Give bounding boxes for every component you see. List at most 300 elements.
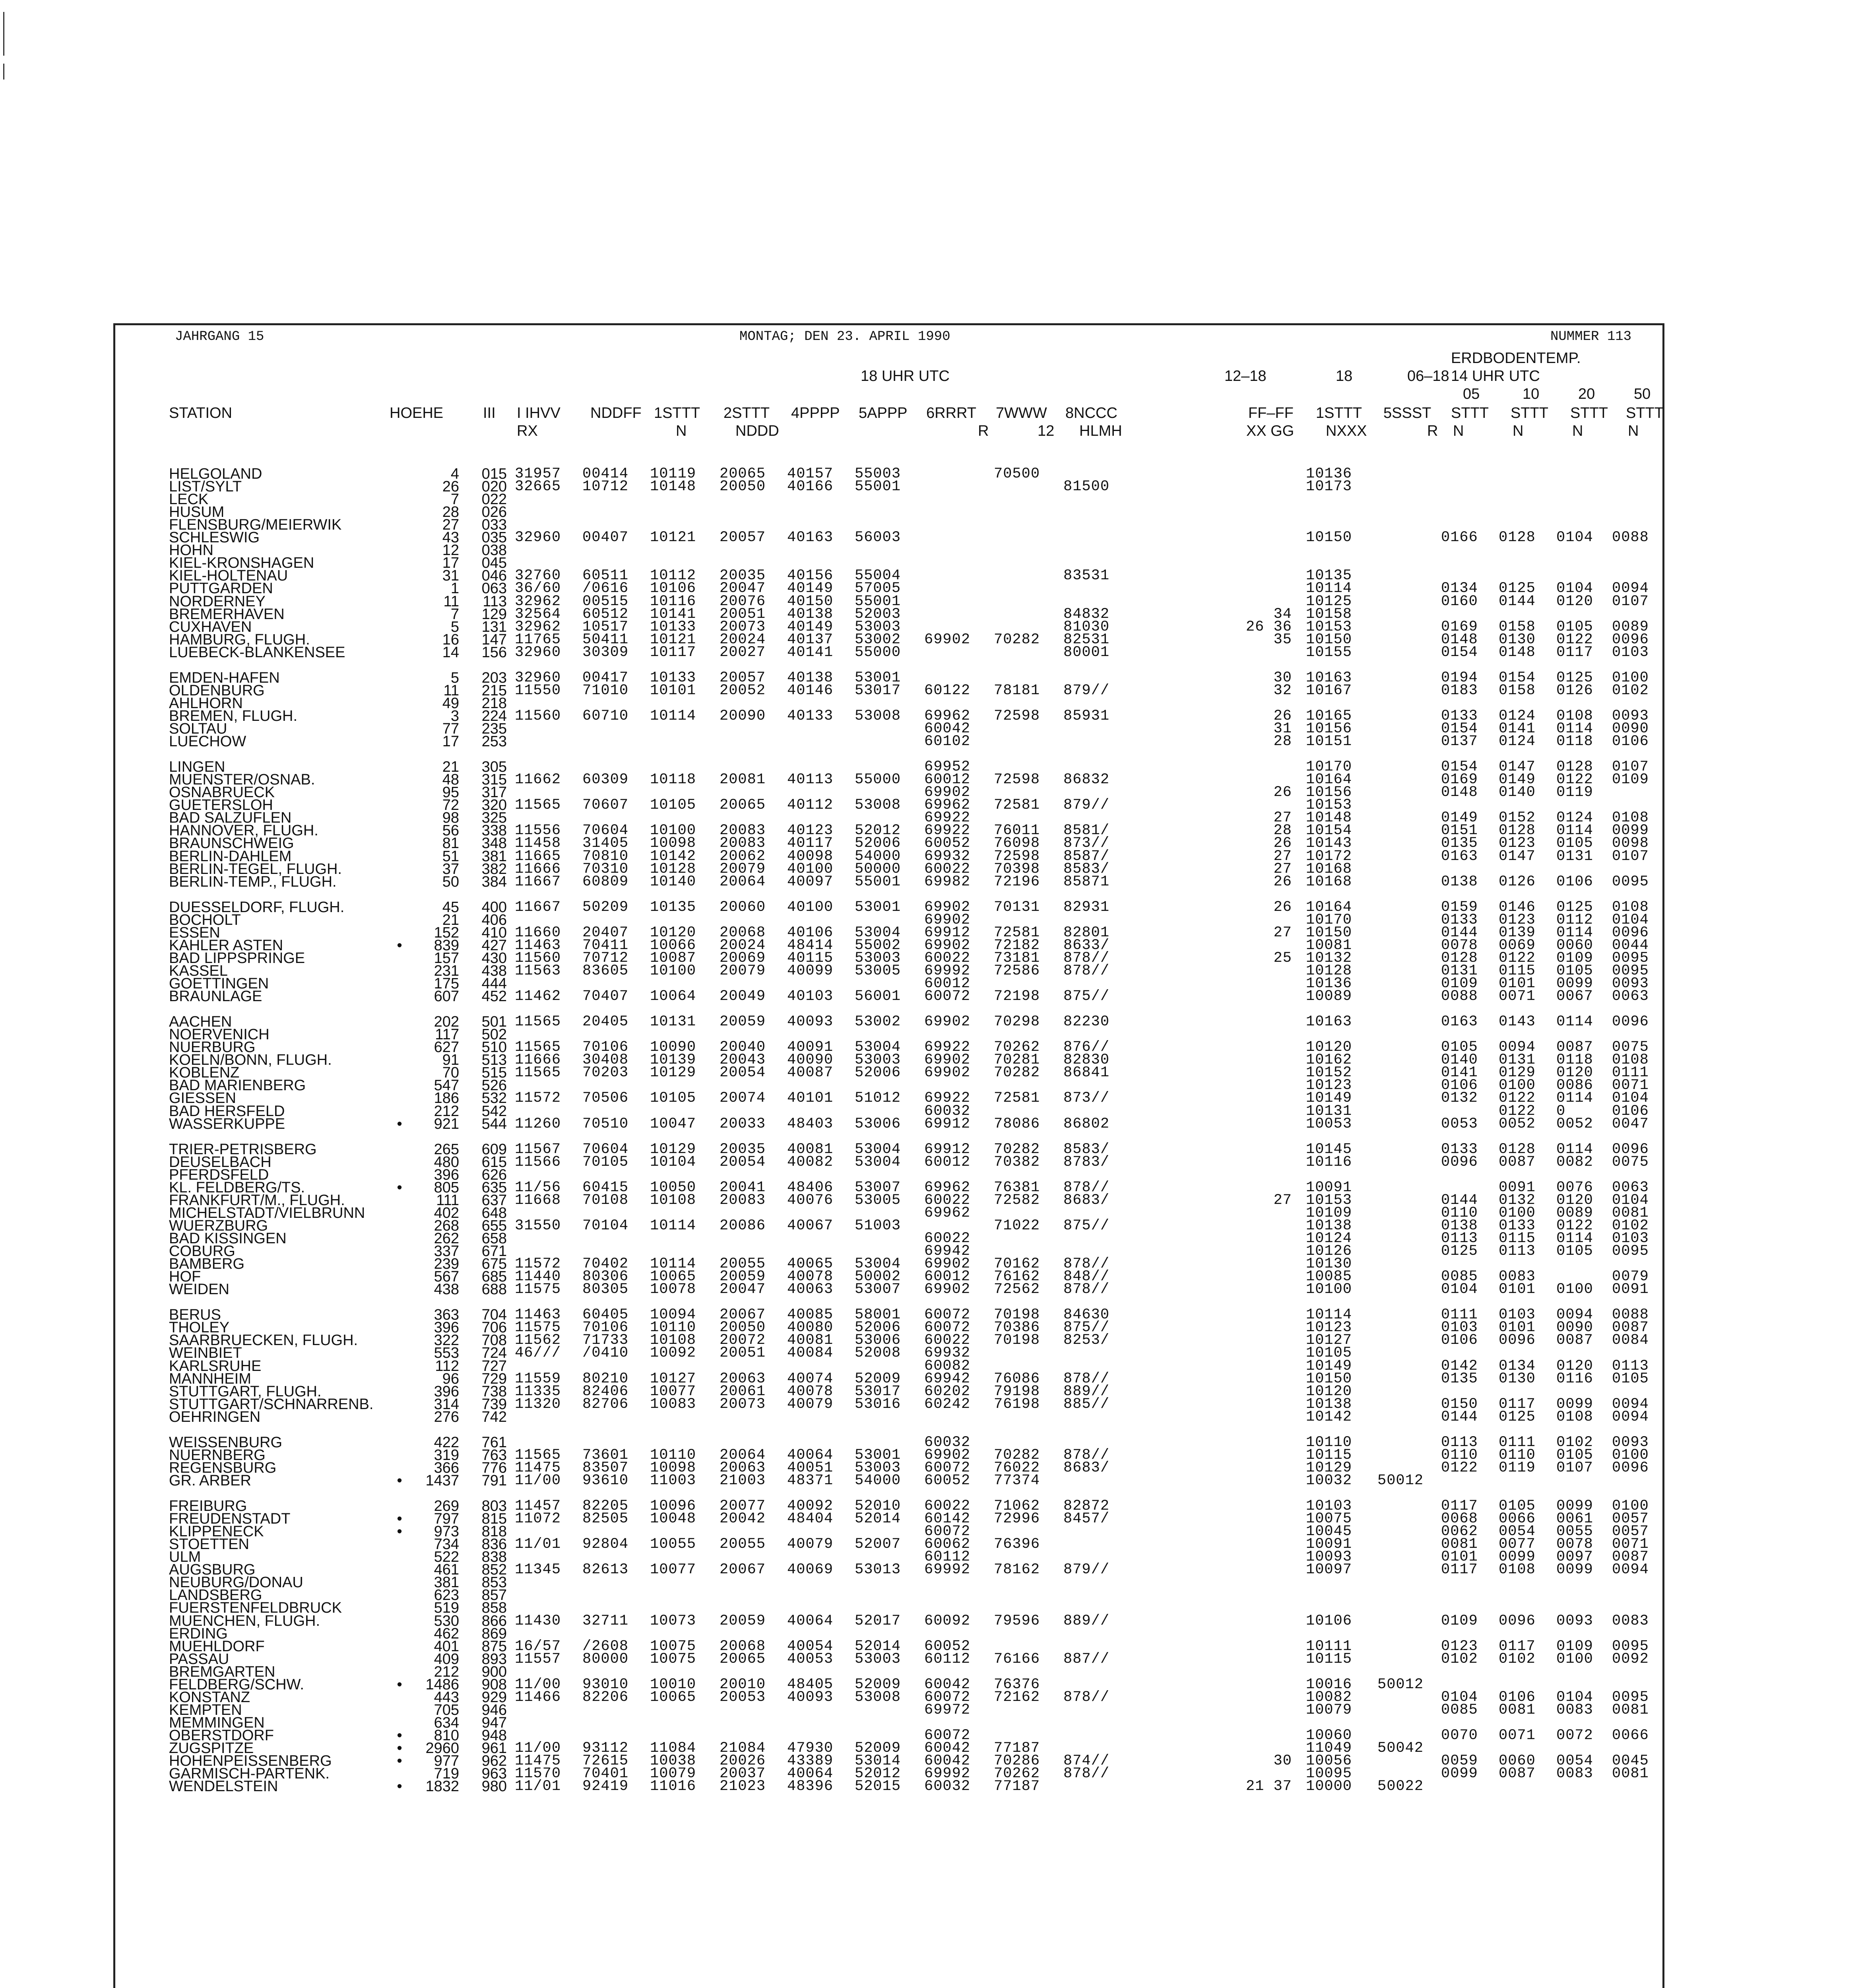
cell-c11: 10168 [1306,860,1352,878]
cell-hoehe: 396 [434,1319,459,1336]
cell-c5: 48406 [787,1179,834,1196]
cell-c11: 10091 [1306,1179,1352,1196]
cell-c5: 40115 [787,949,834,967]
cell-c14: 0128 [1499,822,1536,839]
cell-c3: 10127 [650,1370,696,1387]
cell-c11: 10155 [1306,644,1352,661]
cell-c7: 60022 [924,949,971,967]
cell-hoehe: 231 [434,962,459,979]
cell-c16: 0044 [1612,937,1649,954]
cell-c5: 40051 [787,1459,834,1476]
cell-c6: 53003 [855,949,901,967]
cell-c14: 0129 [1499,1064,1536,1081]
col-c10-header: FF–FF [1248,405,1294,421]
cell-c7: 69942 [924,1243,971,1260]
cell-c3: 10114 [650,707,696,724]
cell-c8: 77187 [994,1778,1040,1795]
cell-c3: 10092 [650,1345,696,1362]
cell-iii: 022 [481,491,507,508]
cell-c6: 55002 [855,937,901,954]
cell-c9: 86832 [1063,771,1110,788]
cell-c5: 40079 [787,1536,834,1553]
cell-c4: 20055 [720,1536,766,1553]
cell-c9: 8583/ [1063,1141,1110,1158]
cell-c16: 0106 [1612,1103,1649,1120]
cell-c7: 69962 [924,707,971,724]
cell-hoehe: 402 [434,1204,459,1221]
cell-c6: 53013 [855,1561,901,1578]
cell-c9: 8583/ [1063,860,1110,878]
cell-c2: 60710 [582,707,629,724]
cell-c2: 82613 [582,1561,629,1578]
cell-c9: 878// [1063,1281,1110,1298]
cell-c2: 93610 [582,1472,629,1489]
cell-c1: 11559 [515,1370,561,1387]
cell-c11: 10109 [1306,1204,1352,1221]
cell-c16: 0095 [1612,873,1649,890]
cell-c4: 20027 [720,644,766,661]
cell-c1: 11565 [515,1013,561,1031]
cell-c14: 0130 [1499,1370,1536,1387]
cell-c8: 78086 [994,1115,1040,1132]
cell-c10: 28 [1273,822,1292,839]
cell-c14: 0143 [1499,1013,1536,1031]
cell-c3: 10140 [650,873,696,890]
cell-c13: 0140 [1441,1052,1478,1069]
cell-iii: 729 [481,1370,507,1387]
cell-c11: 10163 [1306,1013,1352,1031]
cell-c10: 26 [1273,873,1292,890]
cell-c13: 0062 [1441,1523,1478,1540]
cell-c3: 10038 [650,1753,696,1770]
cell-c4: 20054 [720,1153,766,1171]
cell-iii: 708 [481,1332,507,1349]
cell-c2: 70510 [582,1115,629,1132]
cell-c11: 10116 [1306,1153,1352,1171]
cell-c7: 60072 [924,1459,971,1476]
cell-c7: 69932 [924,1345,971,1362]
cell-c9: 878// [1063,1370,1110,1387]
cell-c4: 20076 [720,593,766,610]
cell-c8: 78162 [994,1561,1040,1578]
cell-c16: 0100 [1612,669,1649,686]
cell-c13: 0137 [1441,733,1478,750]
cell-c13: 0138 [1441,873,1478,890]
cell-c8: 72582 [994,1192,1040,1209]
cell-c14: 0105 [1499,1498,1536,1515]
cell-c11: 10150 [1306,529,1352,546]
cell-c3: 10100 [650,962,696,979]
station-name: NUERBURG [169,1039,256,1056]
col-c2-header: NDDFF [590,405,642,421]
cell-c2: 60405 [582,1307,629,1324]
cell-c7: 60072 [924,1319,971,1336]
cell-iii: 763 [481,1446,507,1464]
period-1218-heading: 12–18 [1224,368,1267,384]
station-name: BAD MARIENBERG [169,1077,306,1094]
cell-c5: 48403 [787,1115,834,1132]
cell-c5: 40081 [787,1332,834,1349]
cell-c11: 10153 [1306,797,1352,814]
cell-c5: 40141 [787,644,834,661]
cell-iii: 430 [481,949,507,967]
cell-c15: 0105 [1556,618,1593,635]
station-name: KONSTANZ [169,1689,250,1706]
cell-hoehe: 1486 [425,1676,459,1693]
mountain-marker: • [397,1510,402,1528]
cell-c6: 53006 [855,1115,901,1132]
cell-c16: 0100 [1612,1446,1649,1464]
cell-c14: 0071 [1499,988,1536,1005]
cell-c15: 0114 [1556,1013,1593,1031]
col-c12-header: 5SSST [1383,405,1431,421]
station-name: MICHELSTADT/VIELBRUNN [169,1204,365,1221]
cell-c5: 48396 [787,1778,834,1795]
cell-c2: 30309 [582,644,629,661]
cell-c15: 0083 [1556,1701,1593,1718]
cell-c2: 80306 [582,1268,629,1285]
cell-c9: 82872 [1063,1498,1110,1515]
station-name: EMDEN-HAFEN [169,669,280,686]
cell-c15: 0087 [1556,1332,1593,1349]
cell-c6: 52006 [855,835,901,852]
cell-c13: 0194 [1441,669,1478,686]
cell-c11: 10120 [1306,1383,1352,1400]
cell-c2: 71733 [582,1332,629,1349]
cell-c8: 72996 [994,1510,1040,1528]
cell-c1: 11475 [515,1753,561,1770]
cell-c1: 11550 [515,682,561,699]
cell-c6: 52015 [855,1778,901,1795]
cell-c9: 8633/ [1063,937,1110,954]
station-name: CUXHAVEN [169,618,252,635]
cell-c2: 70407 [582,988,629,1005]
cell-c13: 0085 [1441,1701,1478,1718]
station-name: FREIBURG [169,1498,247,1515]
cell-c7: 60042 [924,1740,971,1757]
cell-c8: 76086 [994,1370,1040,1387]
cell-iii: 738 [481,1383,507,1400]
station-name: FUERSTENFELDBRUCK [169,1600,342,1617]
cell-hoehe: 117 [435,1026,459,1043]
cell-c7: 69992 [924,1561,971,1578]
cell-c11: 10172 [1306,848,1352,865]
cell-c6: 53001 [855,899,901,916]
cell-c4: 20054 [720,1064,766,1081]
cell-c11: 10153 [1306,618,1352,635]
cell-c3: 10129 [650,1141,696,1158]
cell-c7: 69922 [924,822,971,839]
cell-hoehe: 443 [434,1689,459,1706]
cell-c14: 0100 [1499,1204,1536,1221]
cell-c6: 51012 [855,1090,901,1107]
cell-c11: 10156 [1306,784,1352,801]
cell-c1: 11665 [515,848,561,865]
cell-c3: 10075 [650,1638,696,1655]
cell-c4: 21003 [720,1472,766,1489]
cell-c15: 0104 [1556,580,1593,597]
cell-c15: 0099 [1556,1498,1593,1515]
cell-hoehe: 175 [434,975,459,992]
cell-c9: 875// [1063,1217,1110,1234]
cell-c5: 40067 [787,1217,834,1234]
table-row [0,643,1862,662]
cell-c3: 10077 [650,1383,696,1400]
cell-hoehe: 7 [450,606,459,623]
cell-c13: 0117 [1441,1498,1478,1515]
cell-iii: 338 [481,822,507,839]
cell-c11: 10162 [1306,1052,1352,1069]
cell-c16: 0057 [1612,1523,1649,1540]
cell-c16: 0093 [1612,707,1649,724]
cell-c13: 0141 [1441,1064,1478,1081]
station-name: LINGEN [169,759,225,776]
cell-c4: 20055 [720,1256,766,1273]
cell-c1: 11660 [515,924,561,941]
cell-c3: 10121 [650,631,696,648]
cell-c7: 60012 [924,1153,971,1171]
cell-c16: 0095 [1612,949,1649,967]
cell-c1: 32760 [515,567,561,584]
cell-c12: 50022 [1377,1778,1424,1795]
cell-hoehe: 797 [434,1510,459,1528]
col-c3-header: 1STTT [654,405,700,421]
cell-c7: 60032 [924,1778,971,1795]
cell-c7: 60112 [924,1650,971,1668]
cell-c13: 0113 [1441,1434,1478,1451]
cell-c14: 0149 [1499,771,1536,788]
cell-c2: 30408 [582,1052,629,1069]
cell-iii: 235 [481,720,507,737]
cell-c3: 10112 [650,567,696,584]
cell-c1: 11667 [515,873,561,890]
cell-c7: 69902 [924,1013,971,1031]
cell-c1: 31957 [515,466,561,482]
cell-c11: 10130 [1306,1256,1352,1273]
cell-c4: 20047 [720,1281,766,1298]
cell-c1: 11560 [515,707,561,724]
cell-c4: 20026 [720,1753,766,1770]
cell-c9: 82230 [1063,1013,1110,1031]
cell-c14: 0134 [1499,1357,1536,1375]
cell-c5: 48405 [787,1676,834,1693]
col-c11-header: 1STTT [1316,405,1362,421]
cell-c11: 10127 [1306,1332,1352,1349]
cell-c2: 92804 [582,1536,629,1553]
cell-c8: 70282 [994,631,1040,648]
cell-iii: 946 [481,1701,507,1718]
col-c1-header: I IHVV [517,405,561,421]
cell-c7: 69932 [924,848,971,865]
cell-c14: 0147 [1499,759,1536,776]
cell-c1: 11466 [515,1689,561,1706]
cell-c1: 11765 [515,631,561,648]
cell-c11: 10115 [1306,1446,1352,1464]
cell-c11: 10138 [1306,1217,1352,1234]
cell-c16: 0089 [1612,618,1649,635]
cell-c15: 0052 [1556,1115,1593,1132]
cell-c15: 0100 [1556,1281,1593,1298]
cell-c5: 40106 [787,924,834,941]
cell-c8: 70262 [994,1039,1040,1056]
cell-c6: 53002 [855,631,901,648]
cell-c2: 70604 [582,822,629,839]
station-name: KIEL-HOLTENAU [169,567,288,584]
cell-iii: 035 [481,529,507,546]
cell-iii: 315 [481,771,507,788]
cell-c14: 0094 [1499,1039,1536,1056]
cell-c7: 69922 [924,1090,971,1107]
station-name: SAARBRUECKEN, FLUGH. [169,1332,358,1349]
cell-iii: 626 [481,1166,507,1183]
cell-c15: 0114 [1556,1141,1593,1158]
station-name: BREMERHAVEN [169,606,285,623]
cell-c9: 85931 [1063,707,1110,724]
cell-c16: 0111 [1612,1064,1649,1081]
cell-c7: 69902 [924,784,971,801]
cell-c13: 0125 [1441,1243,1478,1260]
cell-c13: 0053 [1441,1115,1478,1132]
cell-c15: 0114 [1556,924,1593,941]
cell-c14: 0052 [1499,1115,1536,1132]
cell-c16: 0093 [1612,1434,1649,1451]
cell-c4: 20079 [720,860,766,878]
station-name: AUGSBURG [169,1561,256,1578]
cell-hoehe: 239 [434,1256,459,1273]
cell-iii: 658 [481,1230,507,1247]
cell-hoehe: 262 [434,1230,459,1247]
cell-c4: 20057 [720,529,766,546]
cell-c6: 53005 [855,1192,901,1209]
cell-iii: 908 [481,1676,507,1693]
cell-c8: 76098 [994,835,1040,852]
cell-hoehe: 268 [434,1217,459,1234]
cell-c15: 0122 [1556,771,1593,788]
cell-c7: 69972 [924,1701,971,1718]
cell-c3: 10133 [650,618,696,635]
cell-c3: 11084 [650,1740,696,1757]
cell-c3: 10055 [650,1536,696,1553]
cell-c11: 10089 [1306,988,1352,1005]
cell-c16: 0092 [1612,1650,1649,1668]
cell-iii: 947 [481,1714,507,1731]
cell-c11: 10106 [1306,1612,1352,1629]
cell-iii: 655 [481,1217,507,1234]
cell-iii: 203 [481,669,507,686]
cell-c10: 27 [1273,848,1292,865]
cell-c1: 11/01 [515,1778,561,1795]
cell-c6: 53017 [855,1383,901,1400]
cell-c13: 0109 [1441,975,1478,992]
cell-c7: 60242 [924,1396,971,1413]
cell-c14: 0077 [1499,1536,1536,1553]
cell-c16: 0103 [1612,644,1649,661]
cell-iii: 688 [481,1281,507,1298]
cell-c13: 0111 [1441,1307,1478,1324]
cell-c9: 86802 [1063,1115,1110,1132]
cell-c7: 69902 [924,937,971,954]
scan-mark [3,64,4,80]
cell-c9: 876// [1063,1039,1110,1056]
cell-c2: 32711 [582,1612,629,1629]
cell-c11: 10095 [1306,1765,1352,1782]
cell-c2: 70506 [582,1090,629,1107]
cell-c5: 40098 [787,848,834,865]
cell-hoehe: 719 [434,1765,459,1782]
cell-c7: 69912 [924,1115,971,1132]
cell-c13: 0163 [1441,1013,1478,1031]
cell-c11: 10153 [1306,1192,1352,1209]
cell-c8: 77374 [994,1472,1040,1489]
cell-c10: 32 [1273,682,1292,699]
cell-c4: 20068 [720,924,766,941]
cell-c1: 11565 [515,1446,561,1464]
cell-hoehe: 623 [434,1587,459,1604]
cell-c6: 55000 [855,644,901,661]
cell-c5: 40054 [787,1638,834,1655]
cell-c15: 0087 [1556,1039,1593,1056]
cell-c7: 69902 [924,1446,971,1464]
cell-c8: 70262 [994,1765,1040,1782]
cell-c11: 10150 [1306,631,1352,648]
cell-c15: 0117 [1556,644,1593,661]
cell-iii: 704 [481,1307,507,1324]
station-name: GOETTINGEN [169,975,269,992]
cell-c11: 10149 [1306,1357,1352,1375]
cell-c9: 875// [1063,1319,1110,1336]
utc14-heading: 14 UHR UTC [1451,368,1540,384]
col-c8-header: 7WWW [996,405,1047,421]
cell-iii: 852 [481,1561,507,1578]
col-c8-subheader: 12 [1038,423,1055,439]
cell-c14: 0146 [1499,899,1536,916]
col-c16-subheader: N [1628,423,1639,439]
cell-hoehe: 977 [434,1753,459,1770]
cell-c6: 53003 [855,1650,901,1668]
cell-c6: 53007 [855,1179,901,1196]
cell-c4: 20083 [720,835,766,852]
cell-c16: 0081 [1612,1204,1649,1221]
cell-c6: 52017 [855,1612,901,1629]
cell-c16: 0063 [1612,1179,1649,1196]
cell-hoehe: 401 [434,1638,459,1655]
cell-iii: 438 [481,962,507,979]
cell-c10: 30 [1273,669,1292,686]
cell-c5: 40149 [787,618,834,635]
cell-c15: 0114 [1556,720,1593,737]
cell-hoehe: 5 [450,669,459,686]
cell-c16: 0106 [1612,733,1649,750]
station-name: NORDERNEY [169,593,266,610]
station-name: BAMBERG [169,1256,245,1273]
cell-c16: 0095 [1612,1638,1649,1655]
cell-c2: 10517 [582,618,629,635]
cell-c2: 31405 [582,835,629,852]
cell-c8: 72581 [994,797,1040,814]
cell-c15: 0090 [1556,1319,1593,1336]
mountain-marker: • [397,1778,402,1795]
cell-c7: 60022 [924,1498,971,1515]
cell-c6: 53016 [855,1396,901,1413]
cell-c1: 32665 [515,478,561,495]
cell-c11: 10132 [1306,949,1352,967]
cell-c1: 11667 [515,899,561,916]
cell-c3: 10087 [650,949,696,967]
cell-hoehe: 461 [434,1561,459,1578]
cell-c13: 0151 [1441,822,1478,839]
mountain-marker: • [397,1676,402,1693]
cell-c7: 60042 [924,1753,971,1770]
